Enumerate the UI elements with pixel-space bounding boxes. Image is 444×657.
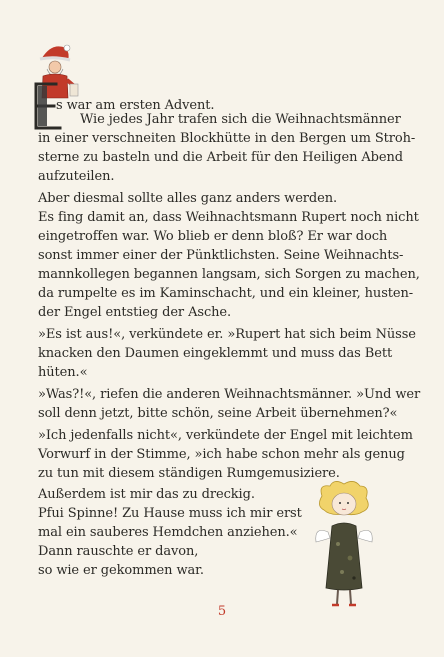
text-line: »Ich jedenfalls nicht«, verkündete der Engel mit leichtem — [38, 428, 413, 443]
text-line: der Engel entstieg der Asche. — [38, 305, 232, 320]
santa-drop-cap-illustration — [30, 40, 86, 132]
text-line: eingetroffen war. Wo blieb er denn bloß? Er war doch — [38, 229, 388, 244]
text-line: soll denn jetzt, bitte schön, seine Arbeit übernehmen?« — [38, 406, 398, 421]
text-line: Es fing damit an, dass Weihnachtsmann Rupert noch nicht — [38, 210, 419, 225]
text-line: da rumpelte es im Kaminschacht, und ein kleiner, husten- — [38, 286, 414, 301]
page-number: 5 — [217, 604, 227, 619]
text-line: zu tun mit diesem ständigen Rumgemusiziere. — [38, 466, 340, 481]
text-line: Aber diesmal sollte alles ganz anders werden. — [38, 191, 338, 206]
text-line: mannkollegen begannen langsam, sich Sorgen zu machen, — [38, 267, 420, 282]
text-line: Pfui Spinne! Zu Hause muss ich mir erst — [38, 506, 302, 521]
text-line: »Was?!«, riefen die anderen Weihnachtsmänner. »Und wer — [38, 387, 421, 402]
text-line: Wie jedes Jahr trafen sich die Weihnachtsmänner — [80, 112, 401, 127]
text-line: Vorwurf in der Stimme, »ich habe schon mehr als genug — [38, 447, 405, 462]
text-line: Außerdem ist mir das zu dreckig. — [38, 487, 255, 502]
text-line: hüten.« — [38, 365, 88, 380]
text-line: sonst immer einer der Pünktlichsten. Seine Weihnachts- — [38, 248, 404, 263]
text-line: knacken den Daumen eingeklemmt und muss das Bett — [38, 346, 393, 361]
text-line: in einer verschneiten Blockhütte in den Bergen um Stroh- — [38, 131, 416, 146]
text-line: aufzuteilen. — [38, 169, 115, 184]
text-line: so wie er gekommen war. — [38, 563, 204, 578]
text-line: Dann rauschte er davon, — [38, 544, 199, 559]
text-line: sterne zu basteln und die Arbeit für den Heiligen Abend — [38, 150, 403, 165]
text-line: »Es ist aus!«, verkündete er. »Rupert hat sich beim Nüsse — [38, 327, 416, 342]
angel-illustration — [308, 480, 380, 610]
text-line: mal ein sauberes Hemdchen anziehen.« — [38, 525, 298, 540]
text-line: s war am ersten Advent. — [56, 98, 215, 113]
